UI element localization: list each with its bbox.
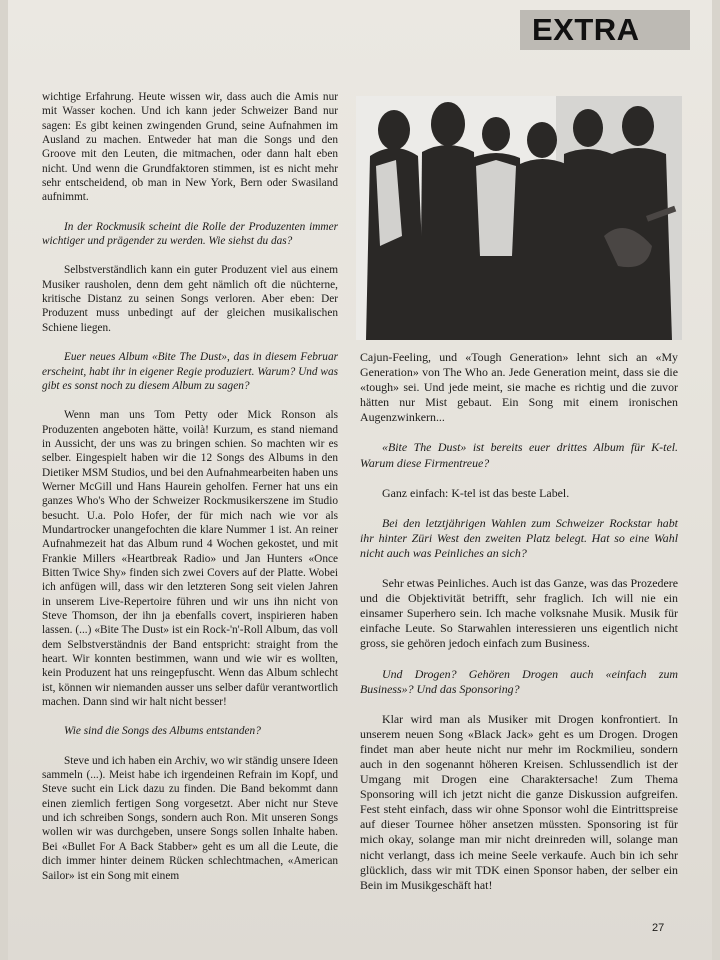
section-label: EXTRA xyxy=(532,12,640,47)
interview-answer: Selbstverständlich kann ein guter Produzent viel aus einem Musiker rausholen, denn dem geht nämlich oft die nüchterne, kritische Distanz zu seinen Songs verloren. Aber eben: Der Produzent muss unbedingt auf der gleichen musikalischen Schiene liegen. xyxy=(42,264,338,334)
page-number: 27 xyxy=(652,922,665,934)
interview-answer: Klar wird man als Musiker mit Drogen konfrontiert. In unserem neuen Song «Black Jack» geht es um Drogen. Drogen findet man aber heute nicht nur mehr im Rockmilieu, sondern auch in den sogenannt höheren Kreisen. Schlussendlich ist der Umgang mit Drogen eine Charaktersache! Zum Thema Sponsoring will ich jetzt nicht die ganze Diskussion aufgreifen. Fest steht einfach, dass wir ohne Sponsor wohl die Eintrittspreise auf dieser Tournee höher ansetzen müssten. Sponsoring ist für mich okay, solange man mir nicht dreinreden will, solange man nicht verlangt, dass ich meine Seele verkaufe. Auch bin ich sehr glücklich, dass wir mit TDK einen Sponsor haben, der selber ein Bein im Musikgeschäft hat! xyxy=(360,711,678,892)
interview-question: «Bite The Dust» ist bereits euer drittes Album für K-tel. Warum diese Firmentreue? xyxy=(360,440,678,470)
band-photo-illustration xyxy=(356,96,682,340)
interview-answer: Cajun-Feeling, und «Tough Generation» lehnt sich an «My Generation» von The Who an. Jede Generation meint, dass sie die «tough» sei. Und jede meint, sie mache es richtig und die zuvor hätten nur Mist gebaut. Ein Song mit einem ironischen Augenzwinkern... xyxy=(360,350,678,425)
interview-answer: Steve und ich haben ein Archiv, wo wir ständig unsere Ideen sammeln (...). Meist habe ich irgendeinen Refrain im Kopf, und Steve sucht ein Lick dazu zu finden. Die Band bekommt dann einen ziemlich fertigen Song vorgesetzt. Aber nicht nur Steve und ich schreiben Songs, sondern auch Ron. Mit unseren Songs wollen wir was durchgeben, unsere Songs sollen Inhalte haben. Bei «Bullet For A Back Stabber» geht es um all die Leute, die dich immer hinter deinem Rücken schlechtmachen, «American Sailor» ist ein Song mit einem xyxy=(42,754,338,882)
interview-answer: Wenn man uns Tom Petty oder Mick Ronson als Produzenten angeboten hätte, voilà! Kurzum, es stand niemand in Aussicht, der uns was zu bringen schien. So machten wir es selber. Eingespielt haben wir die 12 Songs des Albums in den Dietiker MSM Studios, und bei den Aufnahmearbeiten haben uns Werner McGill und Hans Haurein geholfen. Ferner hat uns ein ganzes Who's Who der Schweizer Rockmusikerszene im Studio besucht. U.a. Polo Hofer, der für mich nach wie vor als Mundartrocker unangefochten die klare Nummer 1 ist. An reiner Aufnahmezeit hat das Album rund 4 Wochen gekostet, und mit Frankie Millers «Heartbreak Radio» und Jan Hunters «Once Bitten Twice Shy» finden sich zwei Covers auf der Platte. Wobei ich anfügen will, dass wir den letzteren Song seit vielen Jahren in unserem Live-Repertoire führen und wir uns ihn nicht von Steve Thomson, der ihn ja ebenfalls covert, inspirieren haben lassen. (...) «Bite The Dust» ist ein Rock-'n'-Roll Album, das voll dem Selbstverständnis der Band entspricht: straight from the heart. Wir konnten bestimmen, wann und wie wir es wollten, kein Produzent hat uns reingepfuscht. Wenn das Album schlecht ist, können wir niemanden ausser uns selber dafür verantwortlich machen. Dann sind wir halt nicht besser! xyxy=(42,409,338,709)
interview-question: Wie sind die Songs des Albums entstanden? xyxy=(64,725,261,738)
interview-answer: Sehr etwas Peinliches. Auch ist das Ganze, was das Prozedere und die Objektivität betrifft, sehr fraglich. Ich will nie ein einsamer Superhero sein. Ich mache volksnahe Musik. Musik für einfache Leute. So Starwahlen interessieren uns eigentlich nicht gross, sie gehören jedoch einfach zum Business. xyxy=(360,576,678,651)
interview-answer: wichtige Erfahrung. Heute wissen wir, dass auch die Amis nur mit Wasser kochen. Und ich kann jeder Schweizer Band nur sagen: Es gibt keinen zwingenden Grund, seine Aufnahmen im Ausland zu machen. Entweder hat man die Songs und den Groove mit den Leuten, die mitmachen, oder dann halt eben nicht. Und wenn die Grundfaktoren stimmen, ist es nicht mehr sehr entscheidend, ob man in New York, Bern oder Swasiland aufnimmt. xyxy=(42,91,338,204)
band-photo xyxy=(356,96,682,340)
right-text-column xyxy=(360,350,678,908)
interview-question: Und Drogen? Gehören Drogen auch «einfach zum Business»? Und das Sponsoring? xyxy=(360,666,678,696)
interview-answer: Ganz einfach: K-tel ist das beste Label. xyxy=(382,485,570,500)
interview-question: In der Rockmusik scheint die Rolle der Produzenten immer wichtiger und prägender zu werden. Wie siehst du das? xyxy=(42,220,338,248)
left-text-column xyxy=(42,90,338,898)
interview-question: Bei den letztjährigen Wahlen zum Schweizer Rockstar habt ihr hinter Züri West den zweiten Platz belegt. Hat so eine Wahl nicht auch was Peinliches an sich? xyxy=(360,515,678,560)
interview-question: Euer neues Album «Bite The Dust», das in diesem Februar erscheint, habt ihr in eigener Regie produziert. Warum? Und was gibt es sonst noch zu diesem Album zu sagen? xyxy=(42,351,338,392)
